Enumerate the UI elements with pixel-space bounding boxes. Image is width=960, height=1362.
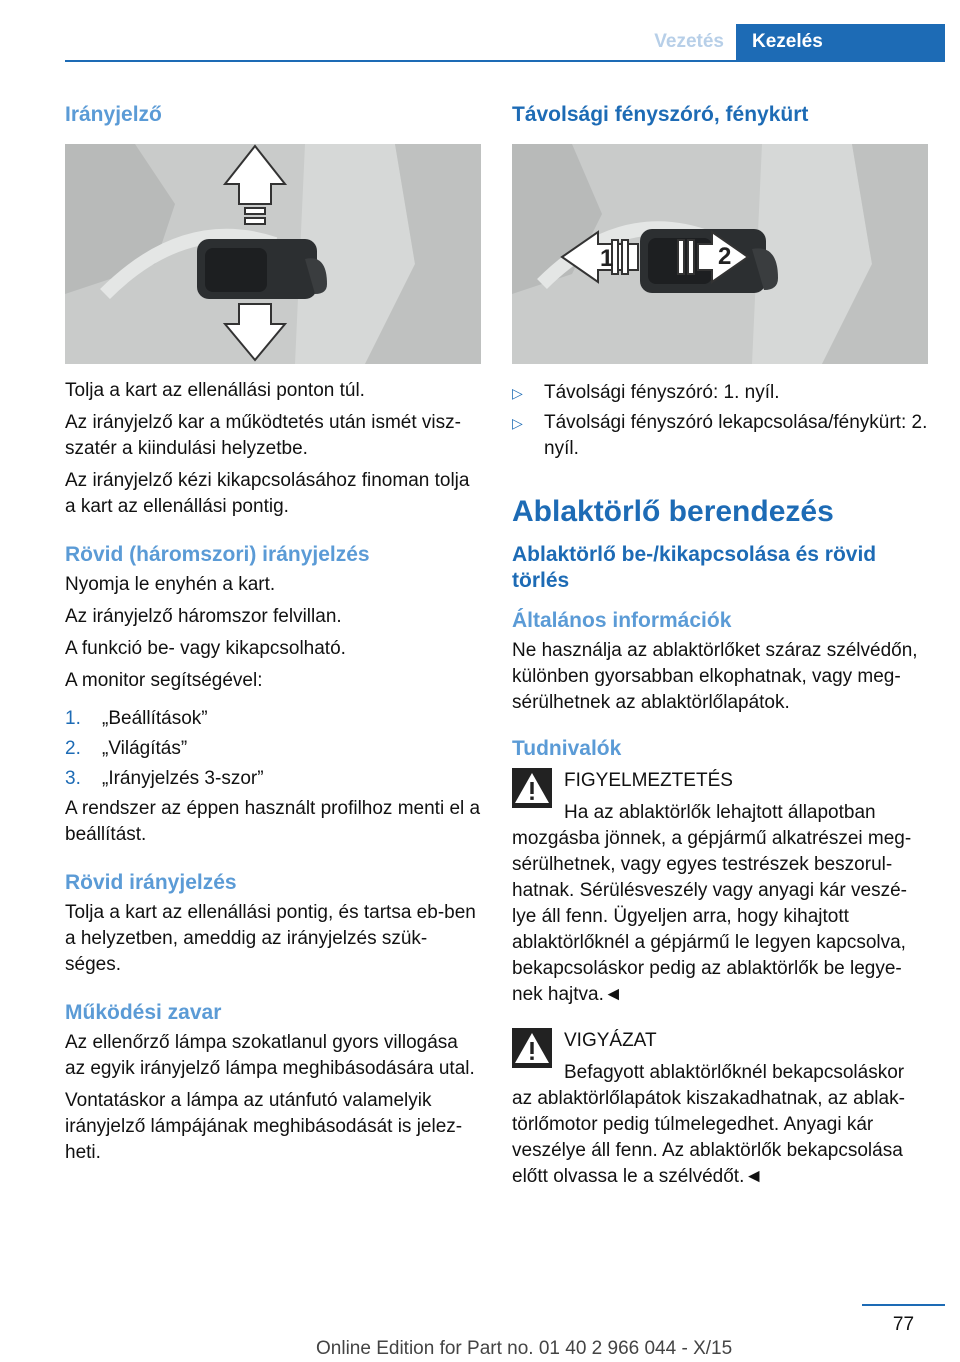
page-number: 77 [892,1314,915,1335]
footer-rule [862,1304,945,1306]
warning-icon [512,1028,552,1068]
section-title-rovid-iranyjelzes: Rövid irányjelzés [65,871,237,894]
warning-body-first-line: Ha az ablaktörlők lehajtott állapotban [564,802,876,823]
arrow-label-1: 1 [600,245,614,272]
step-number: 3. [65,768,81,789]
right-column [512,100,928,1190]
warning-box [512,768,928,1008]
section-title-tavolsagi: Távolsági fényszóró, fénykürt [512,103,809,126]
list-item [512,380,928,406]
header-rule [65,60,945,62]
step-text: „Beállítások” [102,708,208,729]
paragraph: Az irányjelző kar a működtetés után ismét visz-szatér a kiindulási helyzetbe. [65,412,461,459]
tab-kezeles[interactable]: Kezelés [736,24,945,60]
section-title-mukodesi-zavar: Működési zavar [65,1001,222,1024]
paragraph: Az irányjelző háromszor felvillan. [65,606,342,627]
list-item [65,766,481,792]
triangle-bullet-icon: ▷ [512,385,523,401]
paragraph: Ne használja az ablaktörlőket száraz szélvédőn, különben gyorsabban elkophatnak, vagy meg-sérülhetnek az ablaktörlőlapátok. [512,640,918,713]
subsection-title: Ablaktörlő be-/kikapcsolása és rövid törlés [512,543,877,592]
menu-steps-list [65,706,481,792]
paragraph: Tolja a kart az ellenállási pontig, és tartsa eb-ben a helyzetben, ameddig az irányjelzés szük-séges. [65,902,476,975]
section-title-rovid-haromszori: Rövid (háromszori) irányjelzés [65,543,370,566]
high-beam-lever-photo [512,144,928,364]
triangle-bullet-icon: ▷ [512,415,523,431]
tab-vezetes[interactable]: Vezetés [620,24,738,60]
paragraph: Az ellenőrző lámpa szokatlanul gyors villogása az egyik irányjelző lámpa meghibásodására utal. [65,1032,475,1079]
warning-body: mozgásba jönnek, a gépjármű alkatrészei meg-sérülhetnek, vagy egyes testrészek beszorul-hatnak. Sérülésveszély vagy anyagi kár veszé-lye áll fenn. Ügyeljen arra, hogy kihajtott ablaktörlőknél a gépjármű le legyen kapcsolva, bekapcsoláskor pedig az ablaktörlők be legye-nek hajtva.◄ [512,828,912,1005]
section-title-altalanos: Általános információk [512,609,732,632]
caution-box [512,1028,928,1190]
edition-footer: Online Edition for Part no. 01 40 2 966 044 - X/15 [316,1338,733,1359]
turn-signal-lever-photo [65,144,481,364]
paragraph: Vontatáskor a lámpa az utánfutó valamelyik irányjelző lámpájának meghibásodását is jelez-heti. [65,1090,463,1163]
bullet-text: Távolsági fényszóró: 1. nyíl. [544,382,780,403]
list-item [512,410,928,462]
paragraph: A monitor segítségével: [65,670,263,691]
chapter-title-ablaktorlo: Ablaktörlő berendezés [512,495,834,528]
step-text: „Világítás” [102,738,188,759]
paragraph: Tolja a kart az ellenállási ponton túl. [65,380,365,401]
step-number: 2. [65,738,81,759]
list-item [65,736,481,762]
left-column [65,100,481,1166]
section-title-iranyjelzo: Irányjelző [65,103,162,126]
paragraph: A funkció be- vagy kikapcsolható. [65,638,346,659]
arrow-label-2: 2 [718,243,732,270]
paragraph: Nyomja le enyhén a kart. [65,574,276,595]
step-text: „Irányjelzés 3-szor” [102,768,264,789]
caution-title: VIGYÁZAT [564,1030,657,1051]
warning-title: FIGYELMEZTETÉS [564,770,733,791]
step-number: 1. [65,708,81,729]
caution-body-first-line: Befagyott ablaktörlőknél bekapcsoláskor [564,1062,905,1083]
caution-body: az ablaktörlőlapátok kiszakadhatnak, az ablak-törlőmotor pedig túlmelegedhet. Anyagi kár veszélye áll fenn. Az ablaktörlők bekapcsolása előtt olvassa le a szélvédőt.◄ [512,1088,905,1187]
high-beam-list [512,380,928,462]
paragraph: A rendszer az éppen használt profilhoz menti el a beállítást. [65,798,481,845]
list-item [65,706,481,732]
paragraph: Az irányjelző kézi kikapcsolásához finoman tolja a kart az ellenállási pontig. [65,470,470,517]
section-title-tudnivalok: Tudnivalók [512,737,622,760]
warning-icon [512,768,552,808]
bullet-text: Távolsági fényszóró lekapcsolása/fénykürt: 2. nyíl. [544,412,928,459]
